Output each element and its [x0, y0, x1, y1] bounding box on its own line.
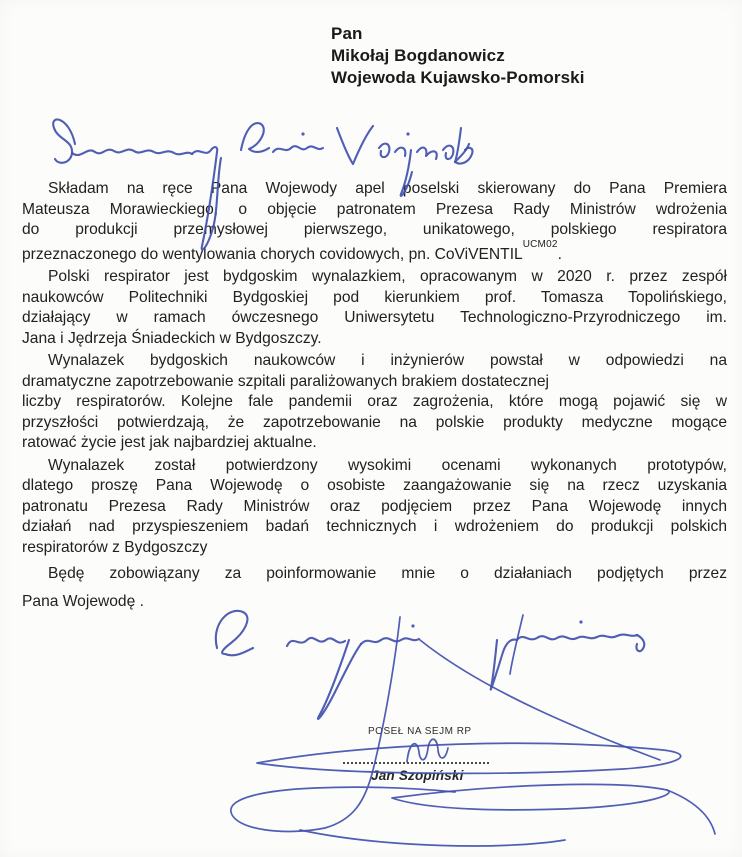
paragraph-5: [22, 560, 727, 616]
paragraph-1: [22, 179, 727, 265]
body-line-text: .: [557, 245, 562, 263]
body-line: dramatyczne zapotrzebowanie szpitali paraliżowanych brakiem dostatecznej: [22, 372, 549, 390]
paragraph-4: [22, 456, 727, 559]
body-line: Będę zobowiązany za poinformowanie mnie o działaniach podjętych przez: [48, 565, 727, 583]
body-line: działający w ramach ówczesnego Uniwersytetu Technologiczno-Przyrodniczego im.: [22, 309, 727, 327]
body-line: Polski respirator jest bydgoskim wynalazkiem, opracowanym w 2020 r. przez zespół: [48, 268, 727, 286]
body-line: Składam na ręce Pana Wojewody apel poselski skierowany do Pana Premiera: [48, 180, 727, 197]
letter-body: [22, 179, 727, 618]
body-line-text: przeznaczonego do wentylowania chorych covidowych, pn. CoViVENTIL: [22, 245, 523, 263]
recipient-salutation: Pan: [331, 24, 363, 43]
body-line: działań nad przyspieszeniem badań technicznych i wdrożeniem do produkcji polskich: [22, 518, 727, 536]
body-line: Wynalazek został potwierdzony wysokimi ocenami wykonanych prototypów,: [48, 456, 727, 474]
body-line: do produkcji przemysłowej pierwszego, unikatowego, polskiego respiratora: [22, 221, 727, 238]
body-line: Jana i Jędrzeja Śniadeckich w Bydgoszczy.: [22, 329, 322, 347]
body-line: Pana Wojewodę .: [22, 593, 144, 611]
body-line: naukowców Politechniki Bydgoskiej pod kierunkiem prof. Tomasza Topolińskiego,: [22, 288, 727, 306]
respirator-model-superscript: UCM02: [522, 238, 558, 250]
body-line: liczby respiratorów. Kolejne fale pandemii oraz zagrożenia, które mogą pojawić się w: [22, 393, 727, 411]
paragraph-3: [22, 351, 727, 454]
signature-role-label: POSEŁ NA SEJM RP: [368, 726, 472, 737]
paragraph-2: [22, 267, 727, 349]
body-line: dlatego proszę Pana Wojewodę o osobiste zaangażowanie się na rzecz uzyskania: [22, 477, 727, 495]
body-line: patronatu Prezesa Rady Ministrów oraz podjęciem przez Pana Wojewodę innych: [22, 497, 727, 515]
body-line: Mateusza Morawieckiego, o objęcie patronatem Prezesa Rady Ministrów wdrożenia: [22, 200, 727, 218]
body-line: ratować życie jest jak najbardziej aktualne.: [22, 434, 317, 452]
signature-dotted-line: [343, 762, 489, 764]
body-line: przyszłości potwierdzają, że zapotrzebowanie na polskie produkty medyczne mogące: [22, 413, 727, 431]
body-line: Wynalazek bydgoskich naukowców i inżynierów powstał w odpowiedzi na: [48, 352, 727, 370]
recipient-name: Mikołaj Bogdanowicz: [331, 46, 505, 65]
signature-printed-name: Jan Szopiński: [371, 768, 464, 783]
body-line: [22, 238, 727, 266]
recipient-block: [331, 23, 585, 89]
recipient-title: Wojewoda Kujawsko-Pomorski: [331, 68, 585, 87]
body-line: respiratorów z Bydgoszczy: [22, 538, 208, 556]
